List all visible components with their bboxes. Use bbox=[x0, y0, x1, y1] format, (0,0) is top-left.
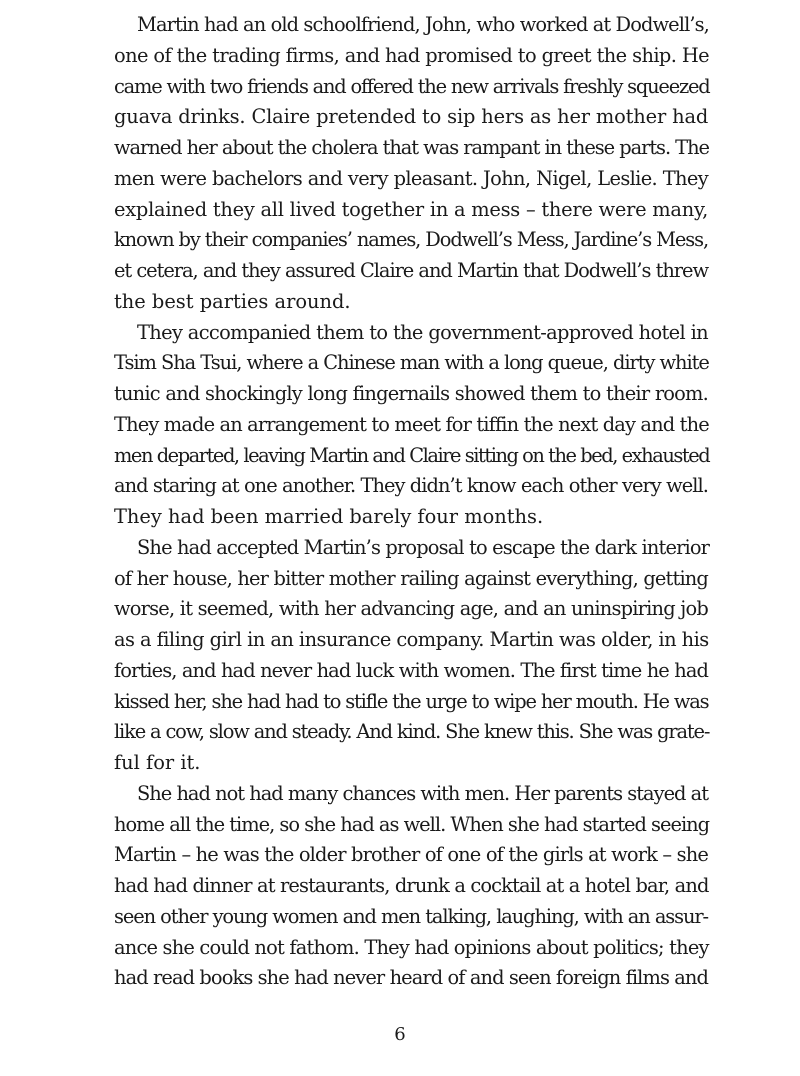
text-line: She had not had many chances with men. Her parents stayed at bbox=[137, 781, 708, 805]
text-line: the best parties around. bbox=[114, 289, 351, 313]
text-line: like a cow, slow and steady. And kind. She knew this. She was grate- bbox=[114, 720, 710, 744]
text-line: had read books she had never heard of and seen foreign films and bbox=[114, 966, 709, 990]
text-line: They accompanied them to the government-approved hotel in bbox=[137, 320, 708, 344]
text-line: home all the time, so she had as well. When she had started seeing bbox=[114, 812, 710, 836]
text-line: Martin – he was the older brother of one of the girls at work – she bbox=[114, 843, 708, 867]
text-line: ful for it. bbox=[114, 751, 201, 774]
paragraph bbox=[114, 10, 708, 318]
text-line: warned her about the cholera that was rampant in these parts. The bbox=[114, 136, 709, 159]
text-line: tunic and shockingly long fingernails showed them to their room. bbox=[114, 382, 708, 405]
text-line: and staring at one another. They didn’t know each other very well. bbox=[114, 474, 708, 498]
text-line: had had dinner at restaurants, drunk a cocktail at a hotel bar, and bbox=[114, 874, 709, 897]
text-line: men were bachelors and very pleasant. John, Nigel, Leslie. They bbox=[114, 166, 708, 190]
text-line: guava drinks. Claire pretended to sip hers as her mother had bbox=[114, 105, 709, 129]
paragraph bbox=[114, 533, 708, 779]
text-line: as a filing girl in an insurance company. Martin was older, in his bbox=[114, 628, 709, 651]
text-line: forties, and had never had luck with women. The first time he had bbox=[114, 658, 708, 682]
text-line: seen other young women and men talking, laughing, with an assur- bbox=[114, 904, 708, 928]
text-line: She had accepted Martin’s proposal to escape the dark interior bbox=[137, 535, 710, 559]
text-line: They made an arrangement to meet for tiffin the next day and the bbox=[114, 412, 709, 436]
text-line: known by their companies’ names, Dodwell’s Mess, Jardine’s Mess, bbox=[114, 228, 709, 252]
text-line: They had been married barely four months. bbox=[114, 505, 544, 528]
text-line: et cetera, and they assured Claire and Martin that Dodwell’s threw bbox=[114, 259, 708, 282]
page-number: 6 bbox=[394, 1024, 406, 1045]
text-line: Tsim Sha Tsui, where a Chinese man with a long queue, dirty white bbox=[114, 351, 709, 375]
text-line: Martin had an old schoolfriend, John, who worked at Dodwell’s, bbox=[137, 13, 709, 36]
body-text bbox=[114, 10, 708, 994]
text-line: worse, it seemed, with her advancing age, and an uninspiring job bbox=[114, 597, 708, 621]
paragraph bbox=[114, 318, 708, 533]
text-line: ance she could not fathom. They had opinions about politics; they bbox=[114, 935, 709, 959]
text-line: of her house, her bitter mother railing against everything, getting bbox=[114, 566, 708, 590]
text-line: one of the trading firms, and had promised to greet the ship. He bbox=[114, 43, 710, 67]
text-line: came with two friends and offered the new arrivals freshly squeezed bbox=[114, 74, 710, 98]
paragraph bbox=[114, 779, 708, 994]
text-line: kissed her, she had had to stifle the urge to wipe her mouth. He was bbox=[114, 689, 709, 713]
text-line: men departed, leaving Martin and Claire sitting on the bed, exhausted bbox=[114, 443, 710, 467]
text-line: explained they all lived together in a mess – there were many, bbox=[114, 197, 708, 221]
